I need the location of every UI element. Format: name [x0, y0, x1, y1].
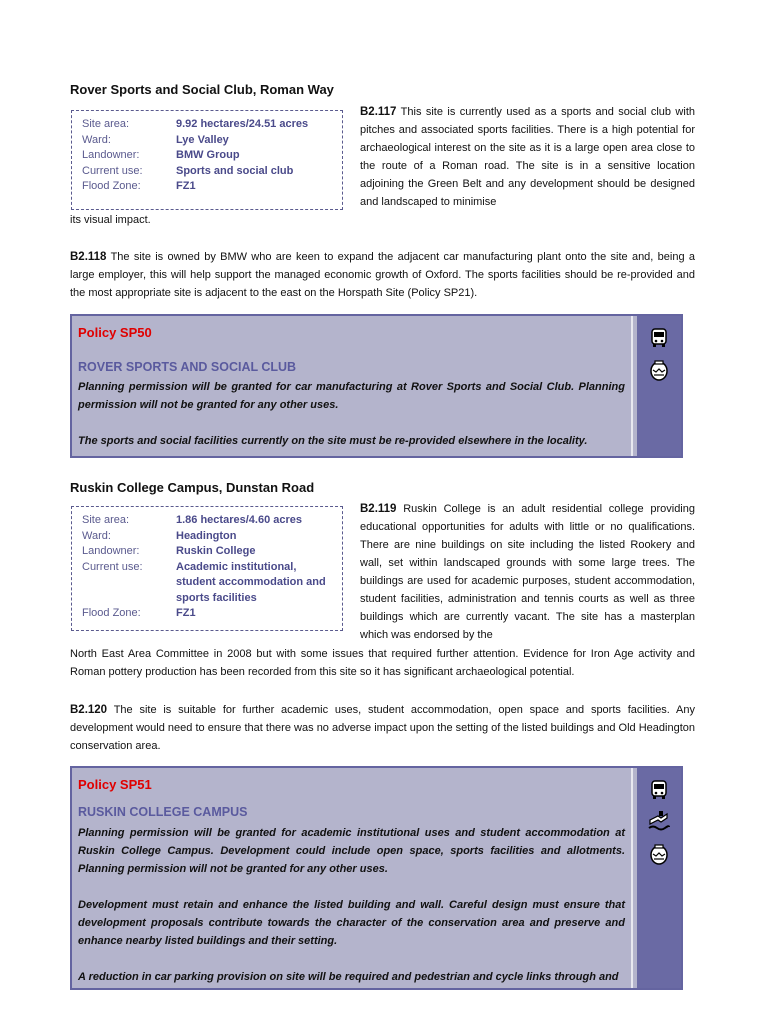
policy-code: Policy SP50: [78, 325, 152, 340]
info-row: Flood Zone: FZ1: [82, 180, 196, 192]
paragraph-number: B2.117: [360, 106, 397, 118]
info-row: Landowner: BMW Group: [82, 149, 240, 161]
paragraph-b2-117: [360, 103, 695, 211]
bus-icon: [647, 326, 671, 350]
info-row: Ward: Headington: [82, 529, 237, 542]
paragraph-number: B2.120: [70, 704, 108, 716]
site-info-box-rover: [71, 110, 343, 210]
paragraph-b2-119-continued: North East Area Committee in 2008 but with some issues that required further attention. Evidence for Iron Age activity and Roman pottery production has been recorded from this site so it has significant archaeological potential.: [70, 648, 695, 678]
section-heading-rover: Rover Sports and Social Club, Roman Way: [70, 82, 334, 97]
info-row: Site area: 9.92 hectares/24.51 acres: [82, 118, 309, 130]
section-heading-ruskin: Ruskin College Campus, Dunstan Road: [70, 480, 315, 495]
policy-title: RUSKIN COLLEGE CAMPUS: [78, 805, 248, 819]
bus-icon: [647, 778, 671, 802]
paragraph-text: Ruskin College is an adult residential college providing educational opportunities for adults with little or no qualifications. There are nine buildings on site including the listed Rookery and wall, set within landscaped grounds with some large trees. The buildings are used for academic purposes, student accommodation, student facilities, administration and tennis courts as well as three buildings which are currently vacant. The site has a masterplan which was endorsed by the: [360, 503, 695, 641]
policy-content: [72, 316, 633, 456]
paragraph-b2-118: [70, 248, 695, 302]
archaeology-pot-icon: [647, 358, 671, 382]
policy-code: Policy SP51: [78, 777, 152, 792]
paragraph-number: B2.119: [360, 503, 397, 515]
policy-content: [72, 768, 633, 988]
paragraph-b2-119: [360, 500, 695, 644]
flood-icon: [647, 808, 671, 832]
policy-icon-sidebar: [637, 768, 681, 988]
paragraph-text: The site is owned by BMW who are keen to expand the adjacent car manufacturing plant onto the site and, being a large employer, this will help support the managed economic growth of Oxford. The sports facilities should be re-provided and the most appropriate site is adjacent to the east on the Horspath Site (Policy SP21).: [70, 251, 695, 299]
info-row: Ward: Lye Valley: [82, 133, 229, 146]
info-row: Landowner: Ruskin College: [82, 545, 256, 557]
archaeology-pot-icon: [647, 842, 671, 866]
policy-icon-sidebar: [637, 316, 681, 456]
paragraph-text: This site is currently used as a sports and social club with pitches and associated sports facilities. There is a high potential for archaeological interest on the site as it is a large open area close to the route of a Roman road. The site is in a sensitive location adjoining the Green Belt and any development should be designed and landscaped to minimise: [360, 106, 695, 208]
site-info-box-ruskin: [71, 506, 343, 631]
info-row: Current use: Sports and social club: [82, 164, 294, 177]
policy-box-sp50: [70, 314, 683, 458]
policy-text-2: Development must retain and enhance the listed building and wall. Careful design must ensure that development proposals contribute towards the character of the conservation area and preserve and enhance nearby listed buildings and their setting.: [78, 899, 625, 947]
paragraph-b2-120: [70, 701, 695, 755]
policy-title: ROVER SPORTS AND SOCIAL CLUB: [78, 360, 297, 374]
paragraph-b2-117-continued: its visual impact.: [70, 214, 151, 226]
policy-text-1: Planning permission will be granted for car manufacturing at Rover Sports and Social Club. Planning permission will not be granted for any other uses.: [78, 381, 625, 411]
info-row: Current use: Academic institutional, student accommodation and sports facilities: [82, 560, 326, 604]
info-row: Site area: 1.86 hectares/4.60 acres: [82, 514, 302, 526]
policy-box-sp51: [70, 766, 683, 990]
policy-text-1: Planning permission will be granted for academic institutional uses and student accommodation at Ruskin College Campus. Development could include open space, sports facilities and allotments. Planning permission will not be granted for any other uses.: [78, 827, 625, 875]
paragraph-text: The site is suitable for further academic uses, student accommodation, open space and sports facilities. Any development would need to ensure that there was no adverse impact upon the setting of the listed buildings and Old Headington conservation area.: [70, 704, 696, 752]
policy-text-3: A reduction in car parking provision on site will be required and pedestrian and cycle links through and: [78, 971, 619, 983]
info-row: Flood Zone: FZ1: [82, 607, 196, 619]
policy-text-2: The sports and social facilities currently on the site must be re-provided elsewhere in the locality.: [78, 435, 588, 447]
paragraph-number: B2.118: [70, 251, 107, 263]
